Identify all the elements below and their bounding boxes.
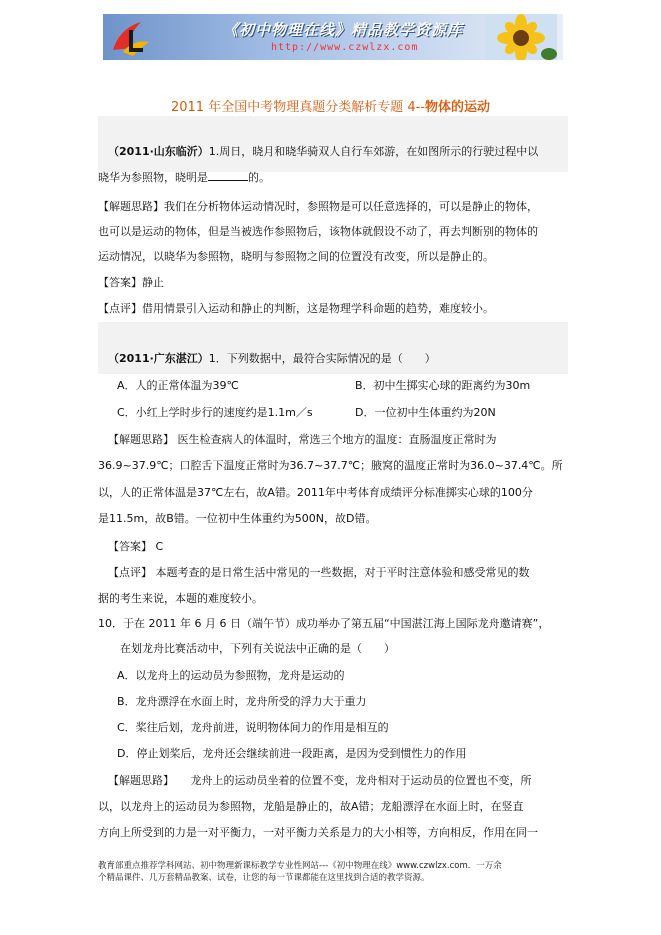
site-logo-icon [109,16,153,58]
document-title [0,96,661,115]
title-prefix: 2011 年全国中考物理真题分类解析专题 4-- [170,100,425,115]
footer-line: 教育部重点推荐学科网站、初中物理新课标教学专业性网站---《初中物理在线》www.czwlzx.com．一万余 [98,861,502,871]
analysis-line: 方向上所受到的力是一对平衡力，一对平衡力关系是力的大小相等，方向相反，作用在同一 [98,826,538,839]
question-1-line-1: （2011·山东临沂）1.周日，晓月和晓华骑双人自行车郊游，在如图所示的行驶过程中以 [108,145,539,158]
analysis-line: 36.9~37.9℃；口腔舌下温度正常时为36.7~37.7℃；腋窝的温度正常时为36.0~37.4℃。所 [98,459,563,472]
comment-line: 【点评】 本题考查的是日常生活中常见的一些数据，对于平时注意体验和感受常见的数 [108,566,530,579]
option-a: A．人的正常体温为39℃ [117,379,239,392]
banner-url[interactable]: http://www.czwlzx.com [271,42,419,53]
analysis-line: 以，以龙舟上的运动员为参照物，龙船是静止的，故A错；龙船漂浮在水面上时，在竖直 [98,800,524,813]
shaded-band [98,116,568,172]
sunflower-icon [485,14,557,60]
answer-blank [208,170,248,181]
question-3-line-1: 10．于在 2011 年 6 月 6 日（端午节）成功举办了第五届“中国湛江海上国际龙舟邀请赛”， [98,617,550,630]
answer-line: 【答案】静止 [98,276,164,289]
option-a: A．以龙舟上的运动员为参照物，龙舟是运动的 [117,669,345,682]
question-1-line-2: 晓华为参照物，晓明是 的。 [98,171,270,184]
analysis-line: 【解题思路】 医生检查病人的体温时，常选三个地方的温度：直肠温度正常时为 [108,433,497,446]
question-source: （2011·广东湛江） [108,352,209,365]
question-source: （2011·山东临沂） [108,145,209,158]
header-banner [103,14,563,60]
analysis-line: 是11.5m，故B错。一位初中生体重约为500N，故D错。 [98,512,377,525]
page-footer [98,860,572,884]
option-d: D．一位初中生体重约为20N [355,406,496,419]
option-b: B．龙舟漂浮在水面上时，龙舟所受的浮力大于重力 [117,695,367,708]
analysis-line: 以，人的正常体温是37℃左右，故A错。2011年中考体育成绩评分标准掷实心球的100分 [98,486,533,499]
analysis-line: 运动情况，以晓华为参照物，晓明与参照物之间的位置没有改变，所以是静止的。 [98,250,494,263]
option-b: B．初中生掷实心球的距离约为30m [355,379,531,392]
option-c: C．桨往后划，龙舟前进，说明物体间力的作用是相互的 [117,721,389,734]
answer-line: 【答案】 C [108,540,164,553]
shaded-band [98,322,568,374]
analysis-line: 也可以是运动的物体，但是当被选作参照物后，该物体就假设不动了，再去判断别的物体的 [98,225,538,238]
analysis-line: 【解题思路】 龙舟上的运动员坐着的位置不变，龙舟相对于运动员的位置也不变，所 [108,774,532,787]
footer-line: 个精品课件、几万套精品教案、试卷，让您的每一节课都能在这里找到合适的教学资源。 [98,873,430,883]
analysis-line: 【解题思路】我们在分析物体运动情况时，参照物是可以任意选择的，可以是静止的物体， [98,200,538,213]
question-2-line-1: （2011·广东湛江）1．下列数据中，最符合实际情况的是（ ） [108,352,436,365]
option-c: C．小红上学时步行的速度约是1.1m／s [117,406,313,419]
title-emphasis: 物体的运动 [425,100,491,115]
comment-line: 【点评】借用情景引入运动和静止的判断，这是物理学科命题的趋势，难度较小。 [98,302,494,315]
banner-title: 《初中物理在线》精品教学资源库 [223,21,464,39]
option-d: D．停止划桨后，龙舟还会继续前进一段距离，是因为受到惯性力的作用 [117,747,467,760]
comment-line: 据的考生来说，本题的难度较小。 [98,592,263,605]
question-3-line-2: 在划龙舟比赛活动中，下列有关说法中正确的是（ ） [120,642,395,655]
